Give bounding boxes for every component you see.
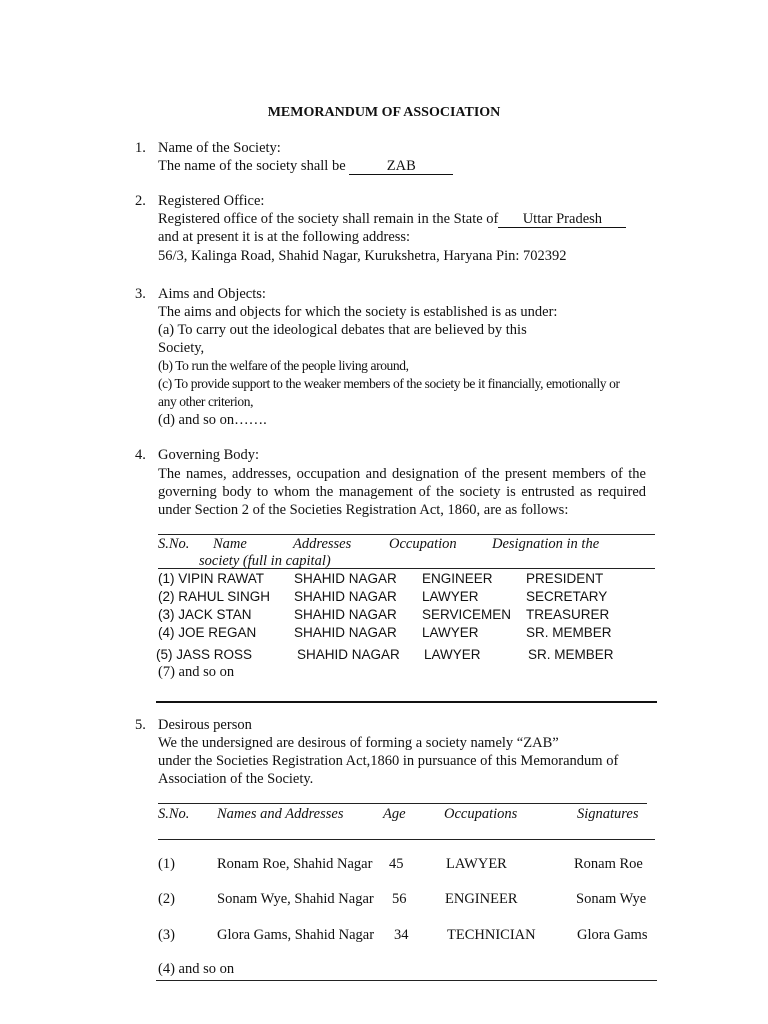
gb-row-occupation: LAWYER bbox=[424, 647, 481, 662]
aim-a-line-1: (a) To carry out the ideological debates that are believed by this bbox=[158, 322, 527, 338]
gb-row-name: (3) JACK STAN bbox=[158, 607, 252, 622]
dp-header-signatures: Signatures bbox=[577, 806, 639, 822]
desirous-line-3: Association of the Society. bbox=[158, 771, 314, 787]
section-4-heading: Governing Body: bbox=[158, 447, 260, 463]
gb-more-rows: (7) and so on bbox=[158, 664, 235, 680]
dp-row-occupation: ENGINEER bbox=[445, 891, 518, 907]
dp-row-occupation: LAWYER bbox=[446, 856, 507, 872]
gb-header-society: society (full in capital) bbox=[199, 553, 331, 569]
gb-header-addresses: Addresses bbox=[293, 536, 352, 552]
dp-row-age: 45 bbox=[389, 856, 404, 872]
dp-header-sno: S.No. bbox=[158, 806, 190, 822]
gb-row-occupation: LAWYER bbox=[422, 625, 479, 640]
gb-row-name: (1) VIPIN RAWAT bbox=[158, 571, 265, 586]
registered-state-value: Uttar Pradesh bbox=[498, 212, 626, 228]
gb-row-address: SHAHID NAGAR bbox=[297, 647, 400, 662]
gb-row-occupation: SERVICEMEN bbox=[422, 607, 512, 622]
registered-state-prefix: Registered office of the society shall remain in the State of bbox=[158, 211, 499, 227]
gb-row-name: (4) JOE REGAN bbox=[158, 625, 257, 640]
dp-row-signature: Ronam Roe bbox=[574, 856, 643, 872]
gb-row-designation: TREASURER bbox=[526, 607, 610, 622]
gb-row-name: (5) JASS ROSS bbox=[156, 647, 253, 662]
dp-row-sno: (2) bbox=[158, 891, 175, 907]
gb-header-occupation: Occupation bbox=[389, 536, 457, 552]
section-3-heading: Aims and Objects: bbox=[158, 286, 266, 302]
aim-b: (b) To run the welfare of the people living around, bbox=[158, 358, 409, 373]
gb-row-designation: SECRETARY bbox=[526, 589, 608, 604]
dp-row-sno: (1) bbox=[158, 856, 175, 872]
gb-header-rule bbox=[158, 568, 655, 569]
gb-header-sno: S.No. bbox=[158, 536, 190, 552]
dp-header-rule bbox=[158, 839, 655, 840]
dp-row-age: 56 bbox=[392, 891, 407, 907]
dp-row-name: Glora Gams, Shahid Nagar bbox=[217, 927, 375, 943]
aim-a-line-2: Society, bbox=[158, 340, 205, 356]
aim-c-line-1: (c) To provide support to the weaker members of the society be it financially, emotionally or bbox=[158, 376, 620, 391]
aims-intro: The aims and objects for which the society is established is as under: bbox=[158, 304, 558, 320]
gb-table-top-rule bbox=[158, 534, 655, 535]
aim-c-line-2: any other criterion, bbox=[158, 394, 254, 409]
gb-row-name: (2) RAHUL SINGH bbox=[158, 589, 271, 604]
dp-row-occupation: TECHNICIAN bbox=[447, 927, 536, 943]
gb-row-address: SHAHID NAGAR bbox=[294, 589, 397, 604]
section-1-heading: Name of the Society: bbox=[158, 140, 281, 156]
gb-table-bottom-rule bbox=[156, 701, 657, 703]
dp-row-name: Sonam Wye, Shahid Nagar bbox=[217, 891, 374, 907]
dp-header-age: Age bbox=[383, 806, 406, 822]
dp-header-names: Names and Addresses bbox=[217, 806, 344, 822]
section-2-number: 2. bbox=[135, 193, 146, 209]
section-2-heading: Registered Office: bbox=[158, 193, 265, 209]
dp-more-rows: (4) and so on bbox=[158, 961, 235, 977]
gb-row-designation: SR. MEMBER bbox=[526, 625, 612, 640]
dp-row-name: Ronam Roe, Shahid Nagar bbox=[217, 856, 373, 872]
gb-header-name: Name bbox=[213, 536, 247, 552]
society-name-value: ZAB bbox=[349, 159, 453, 175]
aim-d: (d) and so on……. bbox=[158, 412, 267, 428]
dp-table-top-rule bbox=[158, 803, 647, 804]
society-name-prefix: The name of the society shall be bbox=[158, 158, 346, 174]
section-1-number: 1. bbox=[135, 140, 146, 156]
dp-row-age: 34 bbox=[394, 927, 409, 943]
gb-row-address: SHAHID NAGAR bbox=[294, 607, 397, 622]
desirous-line-1: We the undersigned are desirous of forming a society namely “ZAB” bbox=[158, 735, 559, 751]
section-4-number: 4. bbox=[135, 447, 146, 463]
gb-row-designation: PRESIDENT bbox=[526, 571, 604, 586]
address-intro-line: and at present it is at the following address: bbox=[158, 229, 411, 245]
desirous-line-2: under the Societies Registration Act,1860 in pursuance of this Memorandum of bbox=[158, 753, 619, 769]
gb-row-designation: SR. MEMBER bbox=[528, 647, 614, 662]
gb-row-occupation: ENGINEER bbox=[422, 571, 493, 586]
gb-header-designation: Designation in the bbox=[492, 536, 600, 552]
gb-row-occupation: LAWYER bbox=[422, 589, 479, 604]
gb-row-address: SHAHID NAGAR bbox=[294, 625, 397, 640]
dp-table-bottom-rule bbox=[156, 980, 657, 981]
gb-row-address: SHAHID NAGAR bbox=[294, 571, 397, 586]
section-5-number: 5. bbox=[135, 717, 146, 733]
section-3-number: 3. bbox=[135, 286, 146, 302]
registered-state-line bbox=[158, 211, 626, 228]
document-title: MEMORANDUM OF ASSOCIATION bbox=[267, 105, 501, 120]
dp-header-occupations: Occupations bbox=[444, 806, 518, 822]
dp-row-sno: (3) bbox=[158, 927, 175, 943]
society-name-line bbox=[158, 158, 453, 175]
dp-row-signature: Sonam Wye bbox=[576, 891, 647, 907]
governing-body-paragraph: The names, addresses, occupation and designation of the present members of the governing body to whom the management of the society is entrusted as required under Section 2 of the Societies Registration Act, 1860, are as follows: bbox=[158, 466, 646, 518]
section-5-heading: Desirous person bbox=[158, 717, 252, 733]
dp-row-signature: Glora Gams bbox=[577, 927, 648, 943]
registered-address: 56/3, Kalinga Road, Shahid Nagar, Kurukshetra, Haryana Pin: 702392 bbox=[158, 248, 567, 264]
